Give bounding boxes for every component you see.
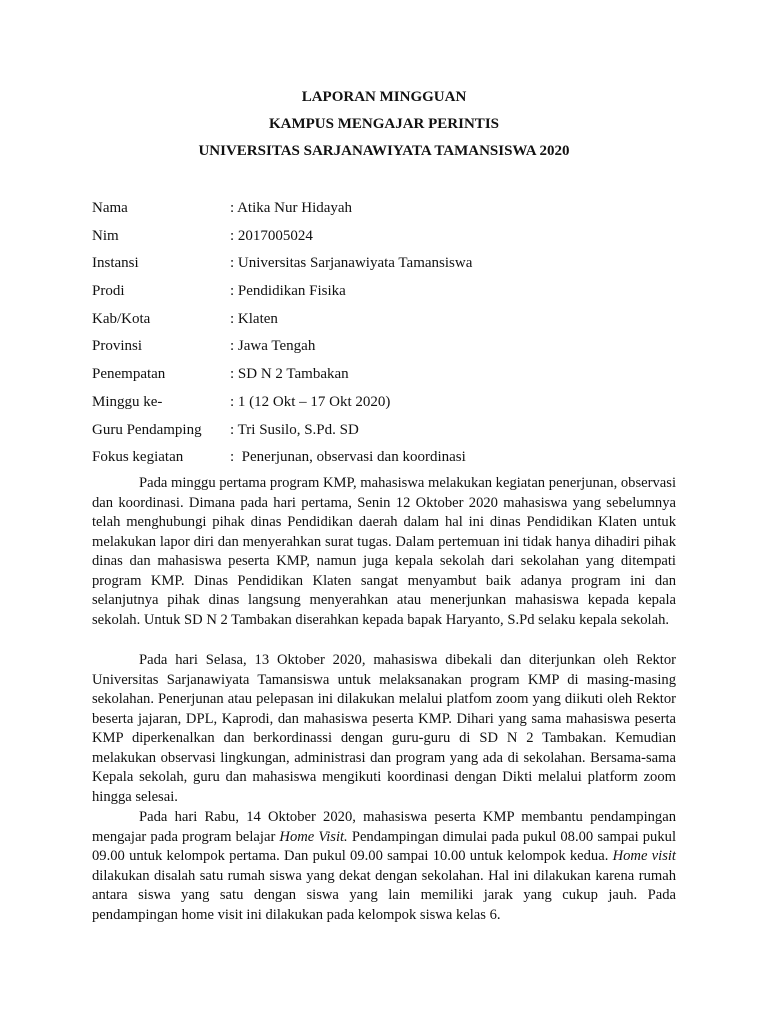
info-row-fokus: [92, 447, 692, 475]
paragraph-text: [92, 808, 676, 925]
info-row-kabkota: [92, 309, 692, 337]
program-title: KAMPUS MENGAJAR PERINTIS: [268, 116, 499, 132]
identity-table: [92, 198, 692, 475]
info-label: Nim: [92, 227, 119, 244]
info-label: Prodi: [92, 283, 125, 300]
paragraph-3: [92, 808, 676, 925]
info-label: Fokus kegiatan: [92, 449, 184, 466]
info-label: Nama: [92, 200, 128, 216]
info-value: : Tri Susilo, S.Pd. SD: [230, 421, 359, 438]
info-value: : 1 (12 Okt – 17 Okt 2020): [230, 393, 391, 410]
info-row-nim: [92, 226, 692, 254]
info-value: : Jawa Tengah: [230, 338, 316, 355]
info-row-minggu: [92, 392, 692, 420]
info-row-penempatan: [92, 364, 692, 392]
info-label: Kab/Kota: [92, 310, 151, 327]
info-value: : 2017005024: [230, 227, 313, 244]
paragraph-1: [92, 474, 676, 630]
info-value: : SD N 2 Tambakan: [230, 366, 349, 383]
info-value: : Klaten: [230, 310, 278, 327]
paragraph-text-part: dilakukan disalah satu rumah siswa yang dekat dengan sekolahan. Hal ini dilakukan karena rumah antara siswa yang satu dengan siswa yang lain memiliki jarak yang cukup jauh. Pada pendampingan home visit ini dilakukan pada kelompok siswa kelas 6.: [92, 867, 676, 923]
paragraph-text: Pada minggu pertama program KMP, mahasiswa melakukan kegiatan penerjunan, observasi dan koordinasi. Dimana pada hari pertama, Senin 12 Oktober 2020 mahasiswa yang sebelumnya telah menghubungi pihak dinas Pendidikan daerah dalam hal ini dinas Pendidikan Klaten untuk melakukan lapor diri dan menyerahkan surat tugas. Dalam pertemuan ini tidak hanya dihadiri pihak dinas dan mahasiswa peserta KMP, namun juga kepala sekolah dari sekolahan yang ditempati program KMP. Dinas Pendidikan Klaten sangat menyambut baik adanya program ini dan selanjutnya pihak dinas langsung menyerahkan atau menerjunkan mahasiswa kepada kepala sekolah. Untuk SD N 2 Tambakan diserahkan kepada bapak Haryanto, S.Pd selaku kepala sekolah.: [92, 475, 676, 628]
paragraph-text-part: Pada hari Rabu, 14 Oktober 2020, mahasiswa peserta KMP membantu pendampingan mengajar pada program belajar: [92, 809, 676, 845]
home-visit-italic: Home visit: [612, 848, 676, 864]
info-label: Minggu ke-: [92, 393, 163, 410]
report-title: LAPORAN MINGGUAN: [301, 89, 467, 105]
info-row-guru: [92, 420, 692, 448]
info-row-nama: [92, 198, 692, 226]
paragraph-text-part: Pendampingan dimulai pada pukul 08.00 sampai pukul 09.00 untuk kelompok pertama. Dan pukul 09.00 sampai 10.00 untuk kelompok kedua.: [92, 828, 677, 864]
paragraph-text: Pada hari Selasa, 13 Oktober 2020, mahasiswa dibekali dan diterjunkan oleh Rektor Universitas Sarjanawiyata Tamansiswa untuk melaksanakan program KMP di masing-masing sekolahan. Penerjunan atau pelepasan ini dilakukan melalui platfom zoom yang diikuti oleh Rektor beserta jajaran, DPL, Kaprodi, dan mahasiswa peserta KMP. Dihari yang sama mahasiswa peserta KMP diperkenalkan dan berkordinassi dengan guru-guru di SD N 2 Tambakan. Kemudian melakukan observasi lingkungan, administrasi dan program yang ada di sekolahan. Bersama-sama Kepala sekolah, guru dan mahasiswa mengikuti koordinasi dengan Dikti melalui platform zoom hingga selesai.: [92, 652, 676, 805]
info-value: : Penerjunan, observasi dan koordinasi: [230, 449, 466, 466]
info-label: Provinsi: [92, 338, 143, 355]
info-label: Guru Pendamping: [92, 421, 202, 438]
info-value: : Pendidikan Fisika: [230, 283, 346, 300]
info-value: : Atika Nur Hidayah: [230, 200, 353, 216]
info-row-prodi: [92, 281, 692, 309]
info-label: Instansi: [92, 255, 139, 272]
info-row-provinsi: [92, 336, 692, 364]
paragraph-2: [92, 651, 676, 807]
info-row-instansi: [92, 253, 692, 281]
home-visit-italic: Home Visit.: [279, 828, 348, 845]
info-value: : Universitas Sarjanawiyata Tamansiswa: [230, 255, 473, 272]
info-label: Penempatan: [92, 366, 166, 383]
university-title: UNIVERSITAS SARJANAWIYATA TAMANSISWA 2020: [198, 143, 570, 159]
